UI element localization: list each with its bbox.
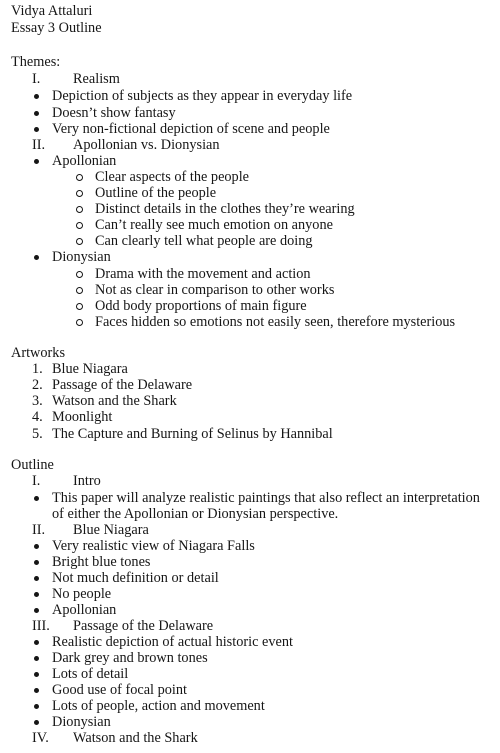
sub-bullet-item bbox=[0, 201, 500, 217]
bullet-text: Dionysian bbox=[52, 714, 111, 730]
bullet-icon bbox=[34, 688, 39, 693]
sub-bullet-text: Clear aspects of the people bbox=[95, 169, 250, 185]
roman-numeral: I. bbox=[32, 473, 41, 489]
bullet-icon bbox=[34, 159, 39, 164]
sub-bullet-text: Odd body proportions of main figure bbox=[95, 298, 307, 314]
roman-item-title: Intro bbox=[73, 473, 101, 489]
outline-heading-line bbox=[0, 457, 500, 473]
bullet-icon bbox=[34, 640, 39, 645]
sub-bullet-item bbox=[0, 298, 500, 314]
hollow-bullet-icon bbox=[76, 190, 83, 197]
bullet-icon bbox=[34, 496, 39, 501]
bullet-item bbox=[0, 698, 500, 714]
hollow-bullet-icon bbox=[76, 222, 83, 229]
bullet-icon bbox=[34, 704, 39, 709]
bullet-item bbox=[0, 490, 500, 506]
sub-bullet-item bbox=[0, 217, 500, 233]
bullet-text: Realistic depiction of actual historic event bbox=[52, 634, 293, 650]
roman-item-intro bbox=[0, 473, 500, 489]
bullet-icon bbox=[34, 576, 39, 581]
bullet-text: Dionysian bbox=[52, 249, 111, 265]
sub-bullet-text: Outline of the people bbox=[95, 185, 217, 201]
hollow-bullet-icon bbox=[76, 319, 83, 326]
author-line bbox=[0, 3, 500, 19]
bullet-icon bbox=[34, 94, 39, 99]
bullet-item bbox=[0, 682, 500, 698]
outline-heading: Outline bbox=[11, 457, 54, 473]
bullet-text: Lots of people, action and movement bbox=[52, 698, 265, 714]
artwork-title: Watson and the Shark bbox=[52, 393, 177, 409]
sub-bullet-text: Distinct details in the clothes they’re wearing bbox=[95, 201, 355, 217]
bullet-item bbox=[0, 105, 500, 121]
artwork-title: Blue Niagara bbox=[52, 361, 128, 377]
bullet-text: Very non-fictional depiction of scene and people bbox=[52, 121, 330, 137]
bullet-icon bbox=[34, 255, 39, 260]
bullet-item bbox=[0, 666, 500, 682]
bullet-text: Lots of detail bbox=[52, 666, 129, 682]
sub-bullet-item bbox=[0, 185, 500, 201]
numbered-item bbox=[0, 393, 500, 409]
artwork-title: Passage of the Delaware bbox=[52, 377, 193, 393]
themes-heading: Themes: bbox=[11, 54, 61, 70]
author-name: Vidya Attaluri bbox=[11, 3, 93, 19]
artworks-heading-line bbox=[0, 345, 500, 361]
bullet-text: No people bbox=[52, 586, 112, 602]
item-number: 1. bbox=[32, 361, 43, 377]
bullet-text: Depiction of subjects as they appear in everyday life bbox=[52, 88, 353, 104]
item-number: 5. bbox=[32, 426, 43, 442]
bullet-icon bbox=[34, 656, 39, 661]
themes-heading-line bbox=[0, 54, 500, 70]
roman-item-title: Realism bbox=[73, 71, 120, 87]
roman-numeral: II. bbox=[32, 522, 46, 538]
bullet-item bbox=[0, 650, 500, 666]
artwork-title: Moonlight bbox=[52, 409, 113, 425]
bullet-icon bbox=[34, 608, 39, 613]
sub-bullet-item bbox=[0, 233, 500, 249]
hollow-bullet-icon bbox=[76, 238, 83, 245]
roman-numeral: III. bbox=[32, 618, 50, 634]
bullet-item bbox=[0, 538, 500, 554]
bullet-item-dionysian bbox=[0, 249, 500, 265]
roman-item-apollonian-vs-dionysian bbox=[0, 137, 500, 153]
bullet-item bbox=[0, 634, 500, 650]
bullet-continuation bbox=[0, 506, 500, 522]
numbered-item bbox=[0, 409, 500, 425]
bullet-text: Apollonian bbox=[52, 153, 117, 169]
bullet-item bbox=[0, 121, 500, 137]
hollow-bullet-icon bbox=[76, 287, 83, 294]
bullet-item bbox=[0, 602, 500, 618]
roman-item-title: Blue Niagara bbox=[73, 522, 149, 538]
roman-item-title: Passage of the Delaware bbox=[73, 618, 214, 634]
bullet-text: Doesn’t show fantasy bbox=[52, 105, 176, 121]
bullet-item bbox=[0, 570, 500, 586]
sub-bullet-item bbox=[0, 266, 500, 282]
item-number: 2. bbox=[32, 377, 43, 393]
item-number: 4. bbox=[32, 409, 43, 425]
sub-bullet-text: Not as clear in comparison to other works bbox=[95, 282, 335, 298]
bullet-item bbox=[0, 586, 500, 602]
bullet-text: Very realistic view of Niagara Falls bbox=[52, 538, 255, 554]
hollow-bullet-icon bbox=[76, 174, 83, 181]
document-subtitle: Essay 3 Outline bbox=[11, 20, 102, 36]
artwork-title: The Capture and Burning of Selinus by Hannibal bbox=[52, 426, 333, 442]
bullet-item bbox=[0, 554, 500, 570]
sub-bullet-text: Drama with the movement and action bbox=[95, 266, 311, 282]
roman-numeral: II. bbox=[32, 137, 46, 153]
artworks-heading: Artworks bbox=[11, 345, 66, 361]
numbered-item bbox=[0, 426, 500, 442]
roman-numeral: I. bbox=[32, 71, 41, 87]
bullet-text: Good use of focal point bbox=[52, 682, 187, 698]
roman-item-watson-and-the-shark bbox=[0, 730, 500, 746]
bullet-text-continued: of either the Apollonian or Dionysian perspective. bbox=[52, 506, 339, 522]
hollow-bullet-icon bbox=[76, 271, 83, 278]
roman-numeral: IV. bbox=[32, 730, 49, 746]
bullet-text: Apollonian bbox=[52, 602, 117, 618]
bullet-icon bbox=[34, 127, 39, 132]
numbered-item bbox=[0, 377, 500, 393]
sub-bullet-item bbox=[0, 314, 500, 330]
bullet-icon bbox=[34, 672, 39, 677]
bullet-item bbox=[0, 714, 500, 730]
bullet-item bbox=[0, 88, 500, 104]
bullet-text: Bright blue tones bbox=[52, 554, 151, 570]
numbered-item bbox=[0, 361, 500, 377]
roman-item-title: Apollonian vs. Dionysian bbox=[73, 137, 220, 153]
subtitle-line bbox=[0, 20, 500, 36]
bullet-icon bbox=[34, 560, 39, 565]
hollow-bullet-icon bbox=[76, 303, 83, 310]
bullet-icon bbox=[34, 544, 39, 549]
sub-bullet-text: Can’t really see much emotion on anyone bbox=[95, 217, 333, 233]
roman-item-title: Watson and the Shark bbox=[73, 730, 198, 746]
bullet-icon bbox=[34, 720, 39, 725]
roman-item-passage-of-the-delaware bbox=[0, 618, 500, 634]
hollow-bullet-icon bbox=[76, 206, 83, 213]
bullet-text: Not much definition or detail bbox=[52, 570, 219, 586]
item-number: 3. bbox=[32, 393, 43, 409]
roman-item-blue-niagara bbox=[0, 522, 500, 538]
sub-bullet-text: Faces hidden so emotions not easily seen, therefore mysterious bbox=[95, 314, 456, 330]
bullet-text: Dark grey and brown tones bbox=[52, 650, 208, 666]
sub-bullet-item bbox=[0, 282, 500, 298]
bullet-icon bbox=[34, 111, 39, 116]
bullet-text: This paper will analyze realistic paintings that also reflect an interpretation bbox=[52, 490, 480, 506]
sub-bullet-item bbox=[0, 169, 500, 185]
bullet-icon bbox=[34, 592, 39, 597]
bullet-item-apollonian bbox=[0, 153, 500, 169]
sub-bullet-text: Can clearly tell what people are doing bbox=[95, 233, 313, 249]
roman-item-realism bbox=[0, 71, 500, 87]
